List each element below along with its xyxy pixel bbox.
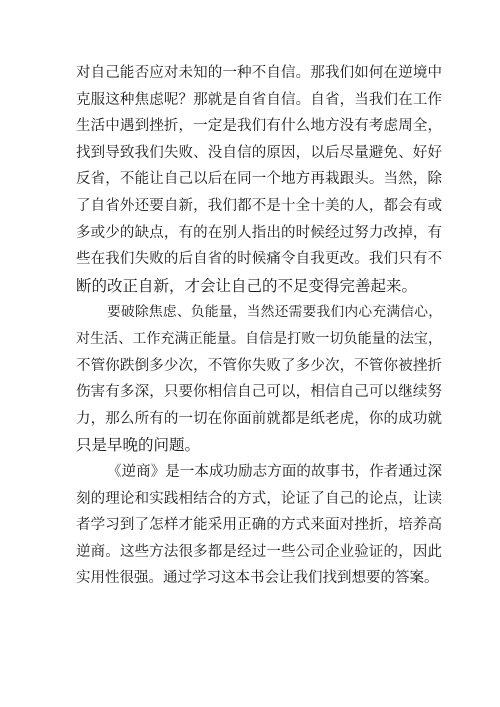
text-line: 要破除焦虑、负能量，当然还需要我们内心充满信心， xyxy=(107,304,442,321)
text-line: 不管你跌倒多少次，不管你失败了多少次，不管你被挫折 xyxy=(76,357,442,374)
text-line: 者学习到了怎样才能采用正确的方式来面对挫折，培养高 xyxy=(76,517,442,534)
text-line: 逆商。这些方法很多都是经过一些公司企业验证的，因此 xyxy=(76,543,442,560)
text-line: 了自省外还要自新，我们都不是十全十美的人，都会有或 xyxy=(76,197,442,214)
text-line: 对自己能否应对未知的一种不自信。那我们如何在逆境中 xyxy=(76,65,442,81)
text-line: 找到导致我们失败、没自信的原因，以后尽量避免、好好 xyxy=(76,144,442,161)
text-line: 刻的理论和实践相结合的方式，论证了自己的论点，让读 xyxy=(76,490,442,507)
text-line: 力，那么所有的一切在你面前就都是纸老虎，你的成功就 xyxy=(76,410,442,427)
text-line: 断的改正自新，才会让自己的不足变得完善起来。 xyxy=(76,276,418,295)
text-line: 多或少的缺点，有的在别人指出的时候经过努力改掉，有 xyxy=(76,224,442,241)
text-line: 只是早晚的问题。 xyxy=(76,436,201,455)
document-body xyxy=(76,60,442,592)
text-line: 反省，不能让自己以后在同一个地方再栽跟头。当然，除 xyxy=(76,171,442,188)
text-line: 些在我们失败的后自省的时候痛令自我更改。我们只有不 xyxy=(76,251,442,268)
text-line: 生活中遇到挫折，一定是我们有什么地方没有考虑周全， xyxy=(76,118,442,135)
text-line: 对生活、工作充满正能量。自信是打败一切负能量的法宝， xyxy=(76,330,442,347)
text-line: 伤害有多深，只要你相信自己可以，相信自己可以继续努 xyxy=(76,384,442,401)
text-line: 实用性很强。通过学习这本书会让我们找到想要的答案。 xyxy=(76,570,439,587)
text-line: 《逆商》是一本成功励志方面的故事书，作者通过深 xyxy=(107,463,442,480)
text-line: 克服这种焦虑呢？那就是自省自信。自省，当我们在工作 xyxy=(76,91,442,108)
